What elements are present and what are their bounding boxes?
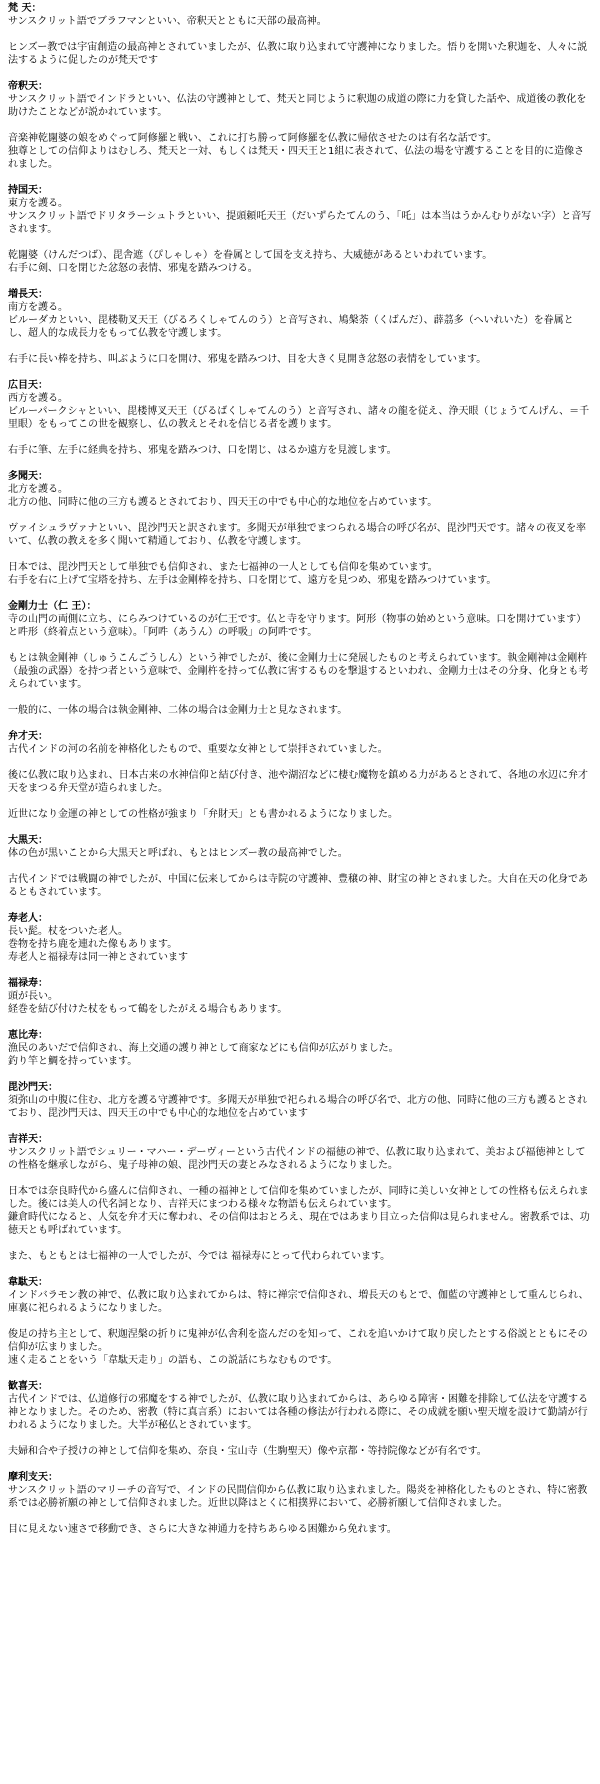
- description-text: 体の色が黒いことから大黒天と呼ばれ、もとはヒンズー教の最高神でした。: [8, 848, 348, 859]
- paragraph-spacer: [8, 1432, 592, 1445]
- paragraph-spacer: [8, 28, 592, 41]
- description-text: ビルーパークシャといい、毘楼博叉天王（びるばくしゃてんのう）と音写され、諸々の龍を従え、浄天眼（じょうてんげん、＝千里眼）をもってこの世を観察し、仏の教えとそれを信じる者を護ります。: [8, 406, 590, 430]
- description-text: ビルーダカといい、毘楼勒叉天王（びるろくしゃてんのう）と音写され、鳩槃荼（くばんだ）、薜茘多（へいれいた）を眷属とし、超人的な成長力をもって仏教を守護します。: [8, 315, 574, 339]
- deity-section: [8, 184, 592, 275]
- description-text: 巻物を持ち鹿を連れた像もあります。: [8, 939, 178, 950]
- description-text: 右手に筆、左手に経典を持ち、邪鬼を踏みつけ、口を閉じ、はるか遠方を見渡します。: [8, 445, 397, 456]
- description-text: 後に仏教に取り込まれ、日本古来の水神信仰と結び付き、池や湖沼などに棲む魔物を鎮める力があるとされて、各地の水辺に弁才天をまつる弁天堂が造られました。: [8, 770, 588, 794]
- paragraph-spacer: [8, 119, 592, 132]
- deity-section: [8, 470, 592, 587]
- deity-title: 恵比寿：: [8, 1030, 48, 1041]
- deity-section: [8, 80, 592, 171]
- description-text: 古代インドでは戦闘の神でしたが、中国に伝来してからは寺院の守護神、豊穣の神、財宝の神とされました。大自在天の化身であるともされています。: [8, 874, 588, 898]
- description-text: 須弥山の中腹に住む、北方を護る守護神です。多聞天が単独で祀られる場合の呼び名で、北方の他、同時に他の三方も護るとされており、毘沙門天は、四天王の中でも中心的な地位を占めています: [8, 1095, 587, 1119]
- deity-title: 吉祥天：: [8, 1134, 48, 1145]
- deity-title: 弁才天：: [8, 731, 48, 742]
- paragraph-spacer: [8, 1237, 592, 1250]
- description-text: 寺の山門の両側に立ち、にらみつけているのが仁王です。仏と寺を守ります。阿形（物事の始めという意味。口を開けています）と吽形（終着点という意味）。「阿吽（あうん）の呼吸」の阿吽です。: [8, 614, 587, 638]
- description-text: 寿老人と福禄寿は同一神とされています: [8, 952, 188, 963]
- description-text: 右手を右に上げて宝塔を持ち、左手は金剛棒を持ち、口を閉じて、遠方を見つめ、邪鬼を踏みつけています。: [8, 575, 497, 586]
- description-text: 独尊としての信仰よりはむしろ、梵天と一対、もしくは梵天・四天王と1組に表されて、仏法の場を守護することを目的に造像されました。: [8, 146, 585, 170]
- paragraph-spacer: [8, 236, 592, 249]
- deity-title: 福禄寿：: [8, 978, 48, 989]
- description-text: 南方を護る。: [8, 302, 68, 313]
- paragraph-spacer: [8, 1510, 592, 1523]
- deity-section: [8, 1380, 592, 1458]
- deity-title: 増長天：: [8, 289, 48, 300]
- description-text: 漁民のあいだで信仰され、海上交通の護り神として商家などにも信仰が広がりました。: [8, 1043, 399, 1054]
- description-text: 夫婦和合や子授けの神として信仰を集め、奈良・宝山寺（生駒聖天）像や京都・等持院像などが有名です。: [8, 1446, 487, 1457]
- description-text: 右手に長い棒を持ち、叫ぶように口を開け、邪鬼を踏みつけ、目を大きく見開き忿怒の表情をしています。: [8, 354, 487, 365]
- paragraph-spacer: [8, 639, 592, 652]
- description-text: 音楽神乾闥婆の娘をめぐって阿修羅と戦い、これに打ち勝って阿修羅を仏教に帰依させたのは有名な話です。: [8, 133, 497, 144]
- description-text: 一般的に、一体の場合は執金剛神、二体の場合は金剛力士と見なされます。: [8, 705, 348, 716]
- deity-title: 寿老人：: [8, 913, 48, 924]
- description-text: 西方を護る。: [8, 393, 68, 404]
- paragraph-spacer: [8, 795, 592, 808]
- paragraph-spacer: [8, 860, 592, 873]
- deity-section: [8, 2, 592, 67]
- deity-section: [8, 600, 592, 717]
- deity-section: [8, 730, 592, 821]
- description-text: 右手に剣、口を閉じた忿怒の表情、邪鬼を踏みつける。: [8, 263, 258, 274]
- paragraph-spacer: [8, 431, 592, 444]
- description-text: 俊足の持ち主として、釈迦涅槃の折りに鬼神が仏舎利を盗んだのを知って、これを追いかけて取り戻したとする俗説とともにその信仰が広まりました。: [8, 1329, 588, 1353]
- deity-section: [8, 379, 592, 457]
- description-text: 経巻を結び付けた杖をもって鶴をしたがえる場合もあります。: [8, 1004, 288, 1015]
- paragraph-spacer: [8, 548, 592, 561]
- description-text: 釣り竿と鯛を持っています。: [8, 1056, 138, 1067]
- description-text: サンスクリット語でインドラといい、仏法の守護神として、梵天と同じように釈迦の成道の際に力を貸した話や、成道後の教化を助けたことなどが説かれています。: [8, 94, 587, 118]
- deity-title: 大黒天：: [8, 835, 48, 846]
- description-text: 速く走ることをいう「韋駄天走り」の語も、この説話にちなむものです。: [8, 1355, 338, 1366]
- description-text: ヴァイシュラヴァナといい、毘沙門天と訳されます。多聞天が単独でまつられる場合の呼び名が、毘沙門天です。諸々の夜叉を率いて、仏教の教えを多く聞いて精通しており、仏教を守護します。: [8, 523, 586, 547]
- description-text: 鎌倉時代になると、人気を弁才天に奪われ、その信仰はおとろえ、現在ではあまり目立った信仰は見られません。密教系では、功徳天とも呼ばれています。: [8, 1212, 590, 1236]
- deity-section: [8, 1133, 592, 1263]
- description-text: 乾闥婆（けんだつば）、毘舎遮（ぴしゃしゃ）を眷属として国を支え持ち、大威徳があるといわれています。: [8, 250, 493, 261]
- deity-title: 韋駄天：: [8, 1277, 48, 1288]
- deity-title: 持国天：: [8, 185, 48, 196]
- description-text: 北方の他、同時に他の三方も護るとされており、四天王の中でも中心的な地位を占めています。: [8, 497, 438, 508]
- description-text: 古代インドでは、仏道修行の邪魔をする神でしたが、仏教に取り込まれてからは、あらゆる障害・困難を排除して仏法を守護する神となりました。そのため、密教（特に真言系）においては各種の修法が行われる際に、その成就を願い聖天壇を設けて勤請が行われるようになりました。大半が秘仏とされています。: [8, 1394, 588, 1431]
- deity-section: [8, 1029, 592, 1068]
- deity-title: 摩利支天：: [8, 1472, 58, 1483]
- deity-section: [8, 977, 592, 1016]
- deity-title: 多聞天：: [8, 471, 48, 482]
- paragraph-spacer: [8, 509, 592, 522]
- description-text: 日本では、毘沙門天として単独でも信仰され、また七福神の一人としても信仰を集めています。: [8, 562, 438, 573]
- deity-section: [8, 834, 592, 899]
- deity-section: [8, 1081, 592, 1120]
- paragraph-spacer: [8, 756, 592, 769]
- paragraph-spacer: [8, 1315, 592, 1328]
- deity-title: 歓喜天：: [8, 1381, 48, 1392]
- deity-section: [8, 912, 592, 964]
- description-text: 日本では奈良時代から盛んに信仰され、一種の福神として信仰を集めていましたが、同時に美しい女神としての性格も伝えられました。後には美人の代名詞となり、吉祥天にまつわる様々な物語も伝えられています。: [8, 1186, 589, 1210]
- paragraph-spacer: [8, 340, 592, 353]
- description-text: サンスクリット語でシュリー・マハー・デーヴィーという古代インドの福徳の神で、仏教に取り込まれて、美および福徳神としての性格を継承しながら、鬼子母神の娘、毘沙門天の妻とみなされるようになりました。: [8, 1147, 586, 1171]
- description-text: 北方を護る。: [8, 484, 68, 495]
- description-text: また、もともとは七福神の一人でしたが、今では 福禄寿にとって代わられています。: [8, 1251, 391, 1262]
- description-text: 東方を護る。: [8, 198, 68, 209]
- deity-title: 金剛力士（仁 王）：: [8, 601, 97, 612]
- description-text: サンスクリット語でブラフマンといい、帝釈天とともに天部の最高神。: [8, 16, 327, 27]
- deity-section: [8, 1471, 592, 1536]
- deity-title: 毘沙門天：: [8, 1082, 58, 1093]
- description-text: 古代インドの河の名前を神格化したもので、重要な女神として崇拝されていました。: [8, 744, 388, 755]
- description-text: もとは執金剛神（しゅうこんごうしん）という神でしたが、後に金剛力士に発展したものと考えられています。執金剛神は金剛杵（最強の武器）を持つ者という意味で、金剛杵を持って仏教に害するものを撃退するといわれ、金剛力士はその分身、化身とも考えられています。: [8, 653, 589, 690]
- deity-title: 広目天：: [8, 380, 48, 391]
- description-text: 目に見えない速さで移動でき、さらに大きな神通力を持ちあらゆる困難から免れます。: [8, 1524, 397, 1535]
- deity-title: 梵 天：: [8, 3, 42, 14]
- description-text: 頭が長い。: [8, 991, 58, 1002]
- deity-section: [8, 288, 592, 366]
- paragraph-spacer: [8, 691, 592, 704]
- deity-section: [8, 1276, 592, 1367]
- description-text: インドバラモン教の神で、仏教に取り込まれてからは、特に禅宗で信仰され、増長天のもとで、伽藍の守護神として重んじられ、庫裏に祀られるようになりました。: [8, 1290, 589, 1314]
- description-text: サンスクリット語のマリーチの音写で、インドの民間信仰から仏教に取り込まれました。陽炎を神格化したものとされ、特に密教系では必勝祈願の神として信仰されました。近世以降はとくに相撲界において、必勝祈願して信仰されました。: [8, 1485, 588, 1509]
- deity-title: 帝釈天：: [8, 81, 48, 92]
- description-text: 近世になり金運の神としての性格が強まり「弁財天」とも書かれるようになりました。: [8, 809, 398, 820]
- description-text: ヒンズー教では宇宙創造の最高神とされていましたが、仏教に取り込まれて守護神になりました。悟りを開いた釈迦を、人々に説法するように促したのが梵天です: [8, 42, 588, 66]
- paragraph-spacer: [8, 1172, 592, 1185]
- description-text: 長い髭。杖をついた老人。: [8, 926, 128, 937]
- description-text: サンスクリット語でドリタラーシュトラといい、提頭頼吒天王（だいずらたてんのう、「吒」は本当はうかんむりがない字）と音写されます。: [8, 211, 592, 235]
